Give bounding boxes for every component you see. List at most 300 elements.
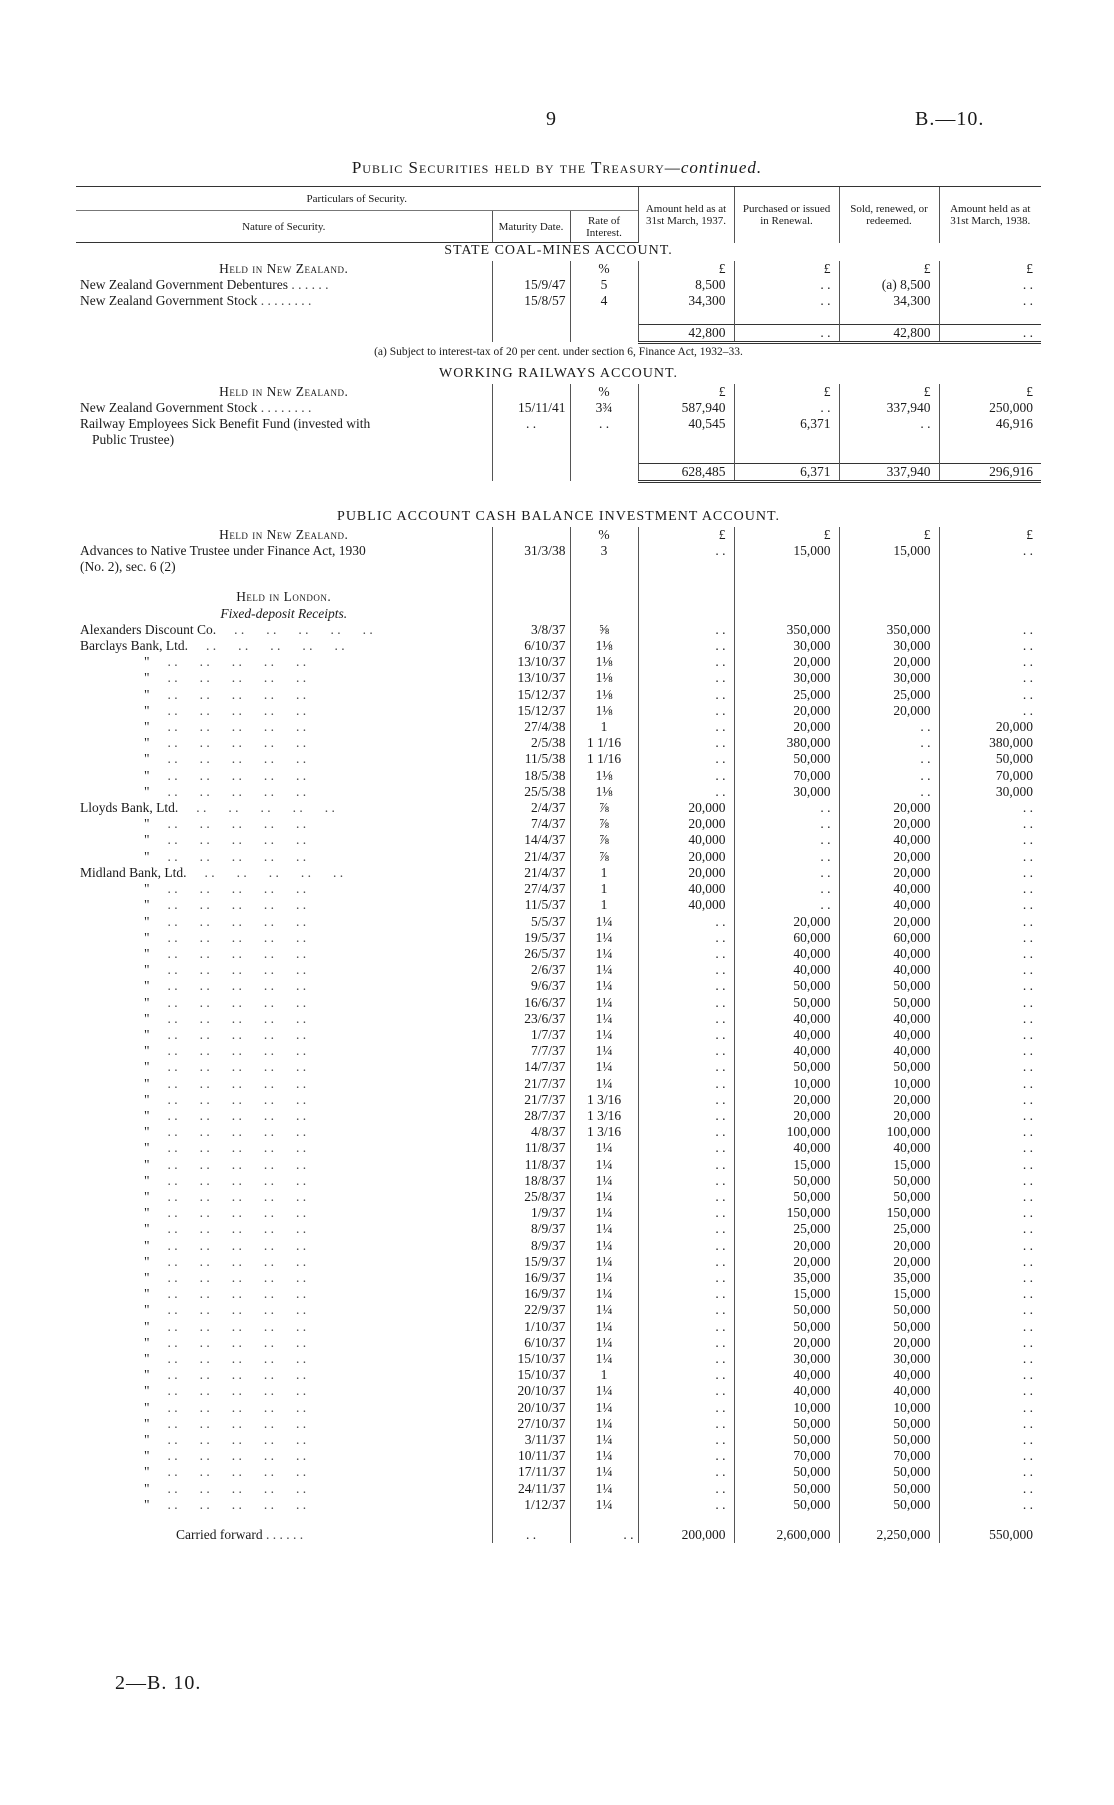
table-row [76, 654, 1041, 670]
bank-name: Barclays Bank, Ltd. . . . . . . . . . . [80, 638, 345, 654]
amount-1937: . . [638, 1238, 734, 1254]
amount-sold: 20,000 [839, 1092, 939, 1108]
maturity-date: 1/10/37 [492, 1319, 570, 1335]
amount-sold: 30,000 [839, 1351, 939, 1367]
interest-rate: 3 [570, 543, 638, 559]
amount-purchased: 20,000 [734, 1254, 839, 1270]
amount-purchased: 15,000 [734, 543, 839, 559]
interest-rate: ⅞ [570, 800, 638, 816]
bank-name: " . . . . . . . . . . [144, 1172, 307, 1188]
section-title-cash-balance: PUBLIC ACCOUNT CASH BALANCE INVESTMENT ACCOUNT. [337, 508, 780, 524]
table-row [76, 638, 1041, 654]
security-name-cont: (No. 2), sec. 6 (2) [80, 559, 176, 575]
bank-name: " . . . . . . . . . . [144, 1302, 307, 1318]
table-row [76, 1319, 1041, 1335]
amount-purchased: 40,000 [734, 1367, 839, 1383]
maturity-date: 18/5/38 [492, 768, 570, 784]
table-row [76, 946, 1041, 962]
amount-purchased: . . [734, 849, 839, 865]
maturity-date: 9/6/37 [492, 978, 570, 994]
amount-purchased: . . [734, 816, 839, 832]
bank-name: " . . . . . . . . . . [144, 1221, 307, 1237]
bank-name: " . . . . . . . . . . [144, 1367, 307, 1383]
security-name: New Zealand Government Debentures . . . . . . [80, 277, 329, 293]
amount-1937: 20,000 [638, 816, 734, 832]
table-row [76, 784, 1041, 800]
interest-rate: 1 [570, 897, 638, 913]
amount-1937: . . [638, 930, 734, 946]
amount-sold: 30,000 [839, 670, 939, 686]
bank-name: " . . . . . . . . . . [144, 832, 307, 848]
amount-purchased: 50,000 [734, 1432, 839, 1448]
amount-1938: . . [939, 622, 1041, 638]
table-row [76, 897, 1041, 913]
interest-rate: ⅞ [570, 849, 638, 865]
amount-1938: . . [939, 914, 1041, 930]
bank-name: Midland Bank, Ltd. . . . . . . . . . . [80, 864, 344, 880]
bank-name: " . . . . . . . . . . [144, 1140, 307, 1156]
amount-1938: . . [939, 1497, 1041, 1513]
interest-rate: 1 [570, 1367, 638, 1383]
amount-purchased: 380,000 [734, 735, 839, 751]
amount-1938: 30,000 [939, 784, 1041, 800]
maturity-date: 16/6/37 [492, 995, 570, 1011]
amount-1938: . . [939, 1108, 1041, 1124]
amount-1937: . . [638, 1140, 734, 1156]
interest-rate: 1¼ [570, 1157, 638, 1173]
security-name: Railway Employees Sick Benefit Fund (invested with [80, 416, 371, 432]
maturity-date: 20/10/37 [492, 1400, 570, 1416]
maturity-date: 11/5/38 [492, 751, 570, 767]
amount-purchased: 50,000 [734, 978, 839, 994]
amount-1938: . . [939, 670, 1041, 686]
table-row [76, 400, 1041, 416]
maturity-date: 24/11/37 [492, 1481, 570, 1497]
amount-1937: . . [638, 1351, 734, 1367]
header-rate: Rate of Interest. [570, 211, 638, 243]
interest-rate: 1⅛ [570, 768, 638, 784]
amount-purchased: 70,000 [734, 768, 839, 784]
amount-1938: . . [939, 277, 1041, 293]
header-held-1937: Amount held as at 31st March, 1937. [638, 187, 734, 243]
amount-1938: . . [939, 1043, 1041, 1059]
amount-sold: 40,000 [839, 1367, 939, 1383]
bank-name: " . . . . . . . . . . [144, 702, 307, 718]
page-number: 9 [546, 108, 556, 130]
amount-1938: . . [939, 1432, 1041, 1448]
amount-1938: . . [939, 1416, 1041, 1432]
carried-forward-row [76, 1527, 1041, 1543]
amount-purchased: 6,371 [734, 416, 839, 432]
amount-purchased: 20,000 [734, 914, 839, 930]
bank-name: " . . . . . . . . . . [144, 783, 307, 799]
table-row [76, 622, 1041, 638]
bank-name: " . . . . . . . . . . [144, 1253, 307, 1269]
table-row [76, 1448, 1041, 1464]
maturity-date: 28/7/37 [492, 1108, 570, 1124]
total-1937: 42,800 [638, 324, 734, 342]
amount-1937: . . [638, 1076, 734, 1092]
maturity-date: 2/6/37 [492, 962, 570, 978]
amount-1937: . . [638, 735, 734, 751]
bank-name: " . . . . . . . . . . [144, 848, 307, 864]
pound-unit: £ [839, 384, 939, 400]
maturity-date: 1/9/37 [492, 1205, 570, 1221]
amount-1937: . . [638, 1221, 734, 1237]
amount-1937: . . [638, 670, 734, 686]
table-row [76, 543, 1041, 559]
amount-purchased: 30,000 [734, 638, 839, 654]
amount-purchased: 20,000 [734, 654, 839, 670]
interest-rate: 1¼ [570, 1189, 638, 1205]
amount-purchased: 35,000 [734, 1270, 839, 1286]
amount-1937: . . [638, 1416, 734, 1432]
amount-purchased: 50,000 [734, 1497, 839, 1513]
bank-name: " . . . . . . . . . . [144, 1415, 307, 1431]
maturity-date: 21/4/37 [492, 865, 570, 881]
table-row [76, 962, 1041, 978]
amount-sold: 20,000 [839, 654, 939, 670]
amount-1937: . . [638, 719, 734, 735]
section-title-railways: WORKING RAILWAYS ACCOUNT. [438, 365, 679, 381]
interest-rate: 1¼ [570, 1302, 638, 1318]
amount-purchased: 50,000 [734, 1173, 839, 1189]
maturity-date: 1/12/37 [492, 1497, 570, 1513]
bank-name: " . . . . . . . . . . [144, 719, 307, 735]
amount-sold: 35,000 [839, 1270, 939, 1286]
maturity-date: 11/5/37 [492, 897, 570, 913]
interest-rate: 1 3/16 [570, 1124, 638, 1140]
carried-1937: 200,000 [638, 1527, 734, 1543]
bank-name: " . . . . . . . . . . [144, 1124, 307, 1140]
title-main: Public Securities held by the Treasury [351, 158, 665, 177]
amount-purchased: 15,000 [734, 1157, 839, 1173]
amount-sold: 30,000 [839, 638, 939, 654]
document-reference: B.—10. [915, 108, 985, 130]
amount-1937: . . [638, 1335, 734, 1351]
table-row [76, 1140, 1041, 1156]
amount-sold: 40,000 [839, 962, 939, 978]
amount-1938: . . [939, 1076, 1041, 1092]
table-row [76, 1497, 1041, 1513]
bank-name: " . . . . . . . . . . [144, 1383, 307, 1399]
amount-sold: . . [839, 784, 939, 800]
amount-1937: . . [638, 1286, 734, 1302]
interest-rate: ⅞ [570, 816, 638, 832]
amount-purchased: 30,000 [734, 1351, 839, 1367]
amount-purchased: 150,000 [734, 1205, 839, 1221]
amount-1938: . . [939, 543, 1041, 559]
table-row [76, 1270, 1041, 1286]
amount-sold: 40,000 [839, 1383, 939, 1399]
table-row [76, 849, 1041, 865]
securities-table [76, 186, 1041, 1543]
amount-sold: 34,300 [839, 293, 939, 309]
amount-sold: 50,000 [839, 978, 939, 994]
held-in-london-label: Held in London. [236, 589, 332, 605]
table-row [76, 1108, 1041, 1124]
maturity-date: 8/9/37 [492, 1221, 570, 1237]
amount-purchased: 50,000 [734, 995, 839, 1011]
interest-rate: 1¼ [570, 930, 638, 946]
bank-name: " . . . . . . . . . . [144, 670, 307, 686]
table-row [76, 1027, 1041, 1043]
interest-rate: 1¼ [570, 1076, 638, 1092]
maturity-date: 3/8/37 [492, 622, 570, 638]
maturity-date: 10/11/37 [492, 1448, 570, 1464]
interest-rate: 1 3/16 [570, 1092, 638, 1108]
amount-1937: . . [638, 687, 734, 703]
amount-sold: 15,000 [839, 1157, 939, 1173]
maturity-date: 2/5/38 [492, 735, 570, 751]
table-row [76, 751, 1041, 767]
amount-1937: . . [638, 1254, 734, 1270]
interest-rate: 1¼ [570, 1400, 638, 1416]
table-row [76, 1416, 1041, 1432]
amount-sold: . . [839, 719, 939, 735]
table-body [76, 243, 1041, 622]
amount-sold: 40,000 [839, 946, 939, 962]
table-row [76, 719, 1041, 735]
security-name: New Zealand Government Stock . . . . . . . . [80, 400, 312, 416]
amount-sold: 150,000 [839, 1205, 939, 1221]
amount-1937: . . [638, 1319, 734, 1335]
amount-purchased: 20,000 [734, 1238, 839, 1254]
amount-1937: . . [638, 914, 734, 930]
amount-purchased: 20,000 [734, 703, 839, 719]
amount-1937: . . [638, 1464, 734, 1480]
bank-name: Alexanders Discount Co. . . . . . . . . . . [80, 621, 373, 637]
interest-rate: 1¼ [570, 1335, 638, 1351]
interest-rate: 1¼ [570, 1481, 638, 1497]
bank-name: " . . . . . . . . . . [144, 735, 307, 751]
interest-rate: 1 1/16 [570, 735, 638, 751]
amount-1937: 20,000 [638, 865, 734, 881]
amount-purchased: 50,000 [734, 1481, 839, 1497]
header-held-1938: Amount held as at 31st March, 1938. [939, 187, 1041, 243]
amount-sold: 15,000 [839, 543, 939, 559]
bank-name: " . . . . . . . . . . [144, 1075, 307, 1091]
amount-1937: . . [638, 995, 734, 1011]
bank-name: " . . . . . . . . . . [144, 1432, 307, 1447]
table-row [76, 1383, 1041, 1399]
amount-sold: 100,000 [839, 1124, 939, 1140]
amount-sold: . . [839, 735, 939, 751]
maturity-date: 7/4/37 [492, 816, 570, 832]
maturity-date: 15/8/57 [492, 293, 570, 309]
amount-sold: 50,000 [839, 1481, 939, 1497]
amount-sold: 40,000 [839, 1140, 939, 1156]
maturity-date: 17/11/37 [492, 1464, 570, 1480]
amount-sold: . . [839, 768, 939, 784]
table-row [76, 1238, 1041, 1254]
pound-unit: £ [638, 384, 734, 400]
amount-1937: . . [638, 654, 734, 670]
bank-name: " . . . . . . . . . . [144, 1286, 307, 1302]
table-row [76, 1059, 1041, 1075]
amount-1937: 40,000 [638, 832, 734, 848]
interest-rate: 1¼ [570, 1286, 638, 1302]
bank-name: " . . . . . . . . . . [144, 1188, 307, 1204]
interest-rate: 1¼ [570, 1221, 638, 1237]
amount-purchased: 10,000 [734, 1076, 839, 1092]
amount-1938: . . [939, 1027, 1041, 1043]
interest-rate: 1¼ [570, 1043, 638, 1059]
amount-1937: 20,000 [638, 849, 734, 865]
bank-name: " . . . . . . . . . . [144, 1205, 307, 1221]
bank-name: " . . . . . . . . . . [144, 1496, 307, 1512]
interest-rate: 1⅛ [570, 654, 638, 670]
interest-rate: 1 [570, 719, 638, 735]
amount-purchased: 100,000 [734, 1124, 839, 1140]
amount-1937: 587,940 [638, 400, 734, 416]
amount-1937: 40,545 [638, 416, 734, 432]
amount-1937: . . [638, 1059, 734, 1075]
table-row [76, 703, 1041, 719]
maturity-date: 31/3/38 [492, 543, 570, 559]
maturity-date: 23/6/37 [492, 1011, 570, 1027]
amount-1938: 50,000 [939, 751, 1041, 767]
amount-sold: 40,000 [839, 1011, 939, 1027]
amount-1938: . . [939, 881, 1041, 897]
amount-1937: . . [638, 1205, 734, 1221]
amount-sold: 50,000 [839, 995, 939, 1011]
carried-maturity: . . [492, 1527, 570, 1543]
pound-unit: £ [939, 261, 1041, 277]
carried-purchased: 2,600,000 [734, 1527, 839, 1543]
amount-1938: . . [939, 832, 1041, 848]
amount-1938: . . [939, 1173, 1041, 1189]
bank-name: " . . . . . . . . . . [144, 1350, 307, 1366]
maturity-date: 1/7/37 [492, 1027, 570, 1043]
carried-1938: 550,000 [939, 1527, 1041, 1543]
interest-rate: 1¼ [570, 978, 638, 994]
amount-sold: 50,000 [839, 1302, 939, 1318]
amount-1938: . . [939, 897, 1041, 913]
maturity-date: 11/8/37 [492, 1140, 570, 1156]
interest-rate: 1 [570, 865, 638, 881]
amount-purchased: 50,000 [734, 1302, 839, 1318]
amount-1938: . . [939, 1124, 1041, 1140]
amount-sold: 40,000 [839, 897, 939, 913]
amount-1938: . . [939, 1189, 1041, 1205]
carried-rate: . . [570, 1527, 638, 1543]
amount-1938: 46,916 [939, 416, 1041, 432]
amount-purchased: 20,000 [734, 1335, 839, 1351]
amount-1937: . . [638, 1383, 734, 1399]
amount-1937: . . [638, 978, 734, 994]
maturity-date: 16/9/37 [492, 1286, 570, 1302]
amount-1937: . . [638, 1432, 734, 1448]
amount-purchased: 40,000 [734, 946, 839, 962]
amount-sold: . . [839, 416, 939, 432]
interest-rate: 1¼ [570, 1416, 638, 1432]
maturity-date: 27/4/38 [492, 719, 570, 735]
amount-1938: . . [939, 1400, 1041, 1416]
footer-signature: 2—B. 10. [115, 1672, 202, 1694]
maturity-date: 6/10/37 [492, 638, 570, 654]
table-row [76, 1367, 1041, 1383]
amount-1937: 40,000 [638, 897, 734, 913]
maturity-date: 15/9/47 [492, 277, 570, 293]
table-row [76, 1302, 1041, 1318]
maturity-date: 21/4/37 [492, 849, 570, 865]
amount-1938: . . [939, 1351, 1041, 1367]
table-row [76, 1400, 1041, 1416]
total-1938: 296,916 [939, 463, 1041, 481]
maturity-date: 19/5/37 [492, 930, 570, 946]
table-row [76, 865, 1041, 881]
amount-sold: 20,000 [839, 849, 939, 865]
maturity-date: 26/5/37 [492, 946, 570, 962]
amount-1938: 380,000 [939, 735, 1041, 751]
amount-purchased: 40,000 [734, 1043, 839, 1059]
amount-1938: . . [939, 1059, 1041, 1075]
amount-sold: 20,000 [839, 1238, 939, 1254]
interest-rate: 1⅛ [570, 670, 638, 686]
interest-rate: 1¼ [570, 1027, 638, 1043]
interest-rate: 1¼ [570, 914, 638, 930]
amount-sold: 50,000 [839, 1173, 939, 1189]
amount-1938: . . [939, 1302, 1041, 1318]
amount-purchased: 40,000 [734, 1011, 839, 1027]
total-1937: 628,485 [638, 463, 734, 481]
amount-sold: 50,000 [839, 1464, 939, 1480]
bank-name: " . . . . . . . . . . [144, 913, 307, 929]
total-1938: . . [939, 324, 1041, 342]
amount-purchased: . . [734, 881, 839, 897]
amount-sold: 50,000 [839, 1416, 939, 1432]
table-row [76, 293, 1041, 309]
table-row [76, 1076, 1041, 1092]
table-row [76, 881, 1041, 897]
amount-1937: . . [638, 622, 734, 638]
table-row [76, 1481, 1041, 1497]
amount-1938: . . [939, 1157, 1041, 1173]
bank-name: " . . . . . . . . . . [144, 1464, 307, 1480]
interest-rate: 1¼ [570, 962, 638, 978]
amount-purchased: 50,000 [734, 1464, 839, 1480]
amount-1938: . . [939, 1481, 1041, 1497]
amount-1938: . . [939, 1319, 1041, 1335]
maturity-date: 20/10/37 [492, 1383, 570, 1399]
table-row [76, 914, 1041, 930]
amount-1937: . . [638, 1157, 734, 1173]
total-sold: 337,940 [839, 463, 939, 481]
bank-name: " . . . . . . . . . . [144, 897, 307, 913]
amount-purchased: . . [734, 832, 839, 848]
bank-name: " . . . . . . . . . . [144, 1318, 307, 1334]
amount-sold: 60,000 [839, 930, 939, 946]
maturity-date: 13/10/37 [492, 654, 570, 670]
table-row [76, 1254, 1041, 1270]
maturity-date: 15/9/37 [492, 1254, 570, 1270]
amount-1938: . . [939, 1464, 1041, 1480]
amount-purchased: 40,000 [734, 962, 839, 978]
maturity-date: 8/9/37 [492, 1238, 570, 1254]
rate-unit: % [570, 261, 638, 277]
amount-purchased: 40,000 [734, 1027, 839, 1043]
pound-unit: £ [734, 384, 839, 400]
london-rows [76, 622, 1041, 1513]
amount-sold: 15,000 [839, 1286, 939, 1302]
amount-purchased: 30,000 [734, 670, 839, 686]
pound-unit: £ [839, 527, 939, 543]
bank-name: " . . . . . . . . . . [144, 654, 307, 670]
table-row [76, 1335, 1041, 1351]
interest-rate: 1¼ [570, 1497, 638, 1513]
total-purchased: 6,371 [734, 463, 839, 481]
